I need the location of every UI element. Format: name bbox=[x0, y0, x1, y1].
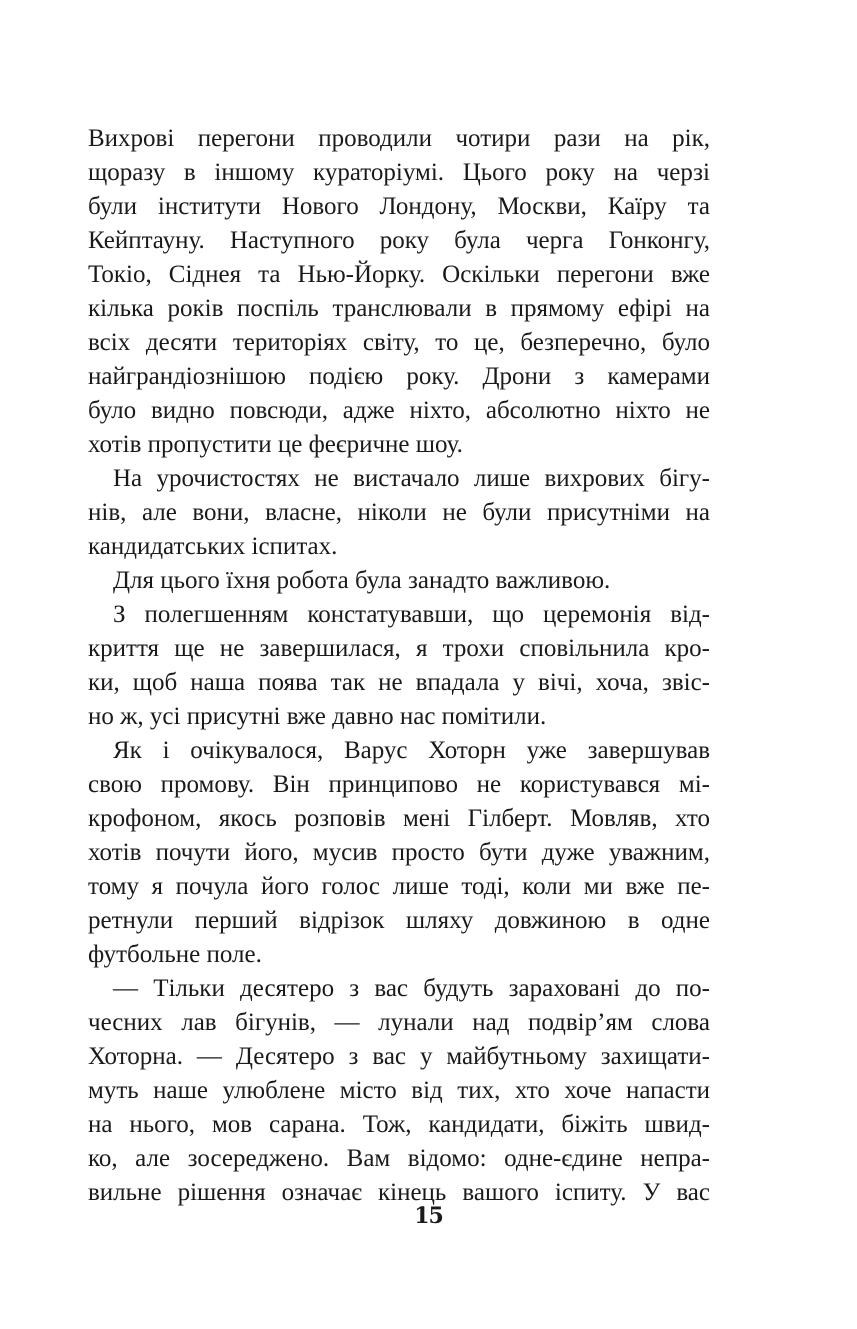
text-line: свою промову. Він принципово не користувався мі- bbox=[88, 771, 710, 798]
text-line: хотів пропустити це феєричне шоу. bbox=[88, 431, 463, 458]
text-line: Кейптауну. Наступного року була черга Гонконгу, bbox=[88, 227, 710, 254]
text-line: — Тільки десятеро з вас будуть зараховані до по- bbox=[113, 975, 710, 1002]
text-line: З полегшенням констатувавши, що церемонія від- bbox=[113, 601, 710, 628]
text-line: Хоторна. — Десятеро з вас у майбутньому захищати- bbox=[88, 1043, 710, 1070]
page-number: 15 bbox=[414, 1203, 443, 1229]
text-line: були інститути Нового Лондону, Москви, Каїру та bbox=[88, 193, 710, 220]
text-line: кілька років поспіль транслювали в прямому ефірі на bbox=[88, 295, 710, 322]
text-line: найграндіознішою подією року. Дрони з камерами bbox=[88, 363, 710, 390]
text-line: ки, щоб наша поява так не впадала у вічі, хоча, звіс- bbox=[88, 669, 710, 696]
text-line: ко, але зосереджено. Вам відомо: одне-єдине непра- bbox=[88, 1145, 710, 1172]
text-line: було видно повсюди, адже ніхто, абсолютно ніхто не bbox=[88, 397, 710, 424]
text-line: всіх десяти територіях світу, то це, безперечно, було bbox=[88, 329, 710, 356]
text-line: Для цього їхня робота була занадто важливою. bbox=[113, 567, 611, 594]
text-line: Вихрові перегони проводили чотири рази на рік, bbox=[88, 125, 710, 152]
text-line: но ж, усі присутні вже давно нас помітили. bbox=[88, 703, 547, 730]
text-line: ретнули перший відрізок шляху довжиною в одне bbox=[88, 907, 710, 934]
text-line: криття ще не завершилася, я трохи сповільнила кро- bbox=[88, 635, 710, 662]
text-line: хотів почути його, мусив просто бути дуже уважним, bbox=[88, 839, 710, 866]
text-line: нів, але вони, власне, ніколи не були присутніми на bbox=[88, 499, 710, 526]
text-line: Як і очікувалося, Варус Хоторн уже завершував bbox=[113, 737, 710, 764]
text-line: На урочистостях не вистачало лише вихрових бігу- bbox=[113, 465, 710, 492]
text-line: муть наше улюблене місто від тих, хто хоче напасти bbox=[88, 1077, 710, 1104]
text-line: вильне рішення означає кінець вашого іспиту. У вас bbox=[88, 1179, 710, 1206]
text-line: крофоном, якось розповів мені Гілберт. Мовляв, хто bbox=[88, 805, 710, 832]
text-line: кандидатських іспитах. bbox=[88, 533, 338, 560]
text-line: чесних лав бігунів, — лунали над подвір’ям слова bbox=[88, 1009, 710, 1036]
text-line: футбольне поле. bbox=[88, 941, 262, 968]
text-line: Токіо, Сіднея та Нью-Йорку. Оскільки перегони вже bbox=[88, 261, 710, 288]
text-line: тому я почула його голос лише тоді, коли ми вже пе- bbox=[88, 873, 710, 900]
text-line: щоразу в іншому кураторіумі. Цього року на черзі bbox=[88, 159, 710, 186]
text-line: на нього, мов сарана. Тож, кандидати, біжіть швид- bbox=[88, 1111, 710, 1138]
